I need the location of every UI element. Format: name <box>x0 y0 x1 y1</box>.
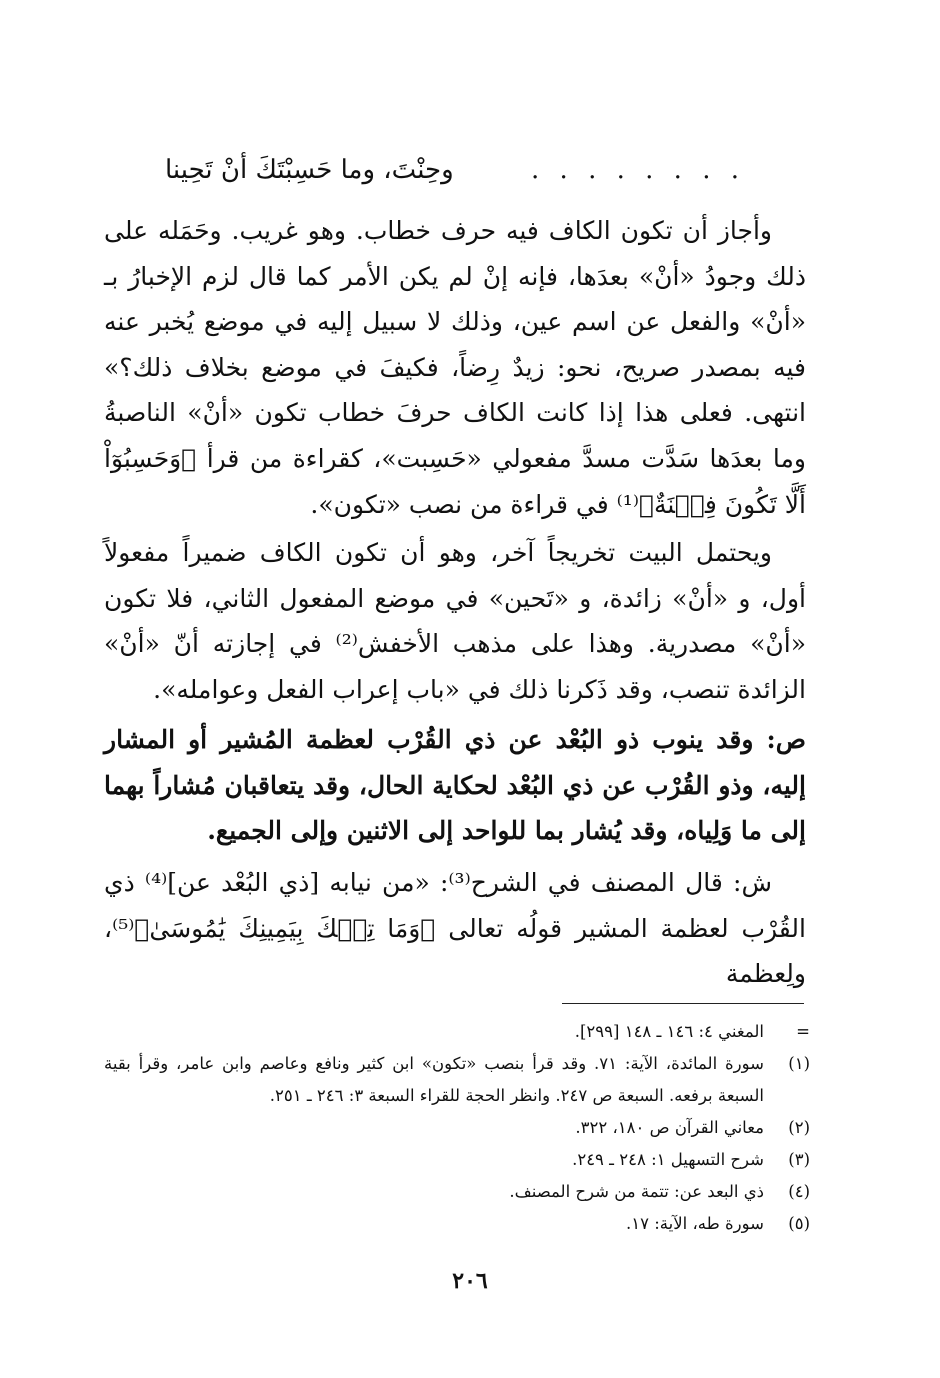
footnote-text: سورة طه، الآية: ١٧. <box>626 1214 764 1233</box>
footnote-text: ذي البعد عن: تتمة من شرح المصنف. <box>509 1182 764 1201</box>
footnote-item <box>104 1208 810 1240</box>
footnote-item <box>104 1016 810 1048</box>
verse-hemistich: وحِنْتَ، وما حَسِبْتَكَ أنْ تَحِينا <box>165 155 454 185</box>
paragraph-commentary-1: وأجاز أن تكون الكاف فيه حرف خطاب. وهو غريب. وحَمَله على ذلك وجودُ «أنْ» بعدَها، فإنه إنْ لم يكن الأمر كما قال لزم الإخبارُ بـ «أنْ» والفعل عن اسم عين، وذلك لا سبيل إليه في موضع يُخبر عنه فيه بمصدر صريح، نحو: زيدٌ رِضاً، فكيفَ في موضع بخلاف ذلك؟» انتهى. فعلى هذا إذا كانت الكاف حرفَ خطاب تكون «أنْ» الناصبةُ وما بعدَها سَدَّت مسدَّ مفعولي «حَسِبت»، كقراءة من قرأ ﴿وَحَسِبُوٓاْ أَلَّا تَكُونَ فِتۡنَةٌ﴾⁽¹⁾ في قراءة من نصب «تكون». <box>104 216 806 519</box>
footnote-number: (٤) <box>788 1182 810 1201</box>
elision-dots: . . . . . . . . <box>531 155 745 185</box>
footnotes <box>104 1016 810 1240</box>
footnote-item <box>104 1176 810 1208</box>
paragraph-commentary-2: ويحتمل البيت تخريجاً آخر، وهو أن تكون الكاف ضميراً مفعولاً أول، و «أنْ» زائدة، و «تَحين» في موضع المفعول الثاني، فلا تكون «أنْ» مصدرية. وهذا على مذهب الأخفش⁽²⁾ في إجازته أنّ «أنْ» الزائدة تنصب، وقد ذَكرنا ذلك في «باب إعراب الفعل وعوامله». <box>104 538 806 704</box>
footnote-number: = <box>796 1022 810 1041</box>
footnote-text: معاني القرآن ص ١٨٠، ٣٢٢. <box>575 1118 764 1137</box>
footnote-text: المغني ٤: ١٤٦ ـ ١٤٨ [٢٩٩]. <box>574 1022 764 1041</box>
footnote-separator <box>562 1003 804 1004</box>
verse-line <box>165 150 745 190</box>
footnote-number: (٥) <box>788 1214 810 1233</box>
paragraph-matn: ص: وقد ينوب ذو البُعْد عن ذي القُرْب لعظمة المُشير أو المشار إليه، وذو القُرْب عن ذي البُعْد لحكاية الحال، وقد يتعاقبان مُشاراً بهما إلى ما وَلِياه، وقد يُشار بما للواحد إلى الاثنين وإلى الجميع. <box>104 725 806 846</box>
paragraph-sharh: ش: قال المصنف في الشرح⁽³⁾: «من نيابه [ذي البُعْد عن]⁽⁴⁾ ذي القُرْب لعظمة المشير قولُه تعالى ﴿وَمَا تِلۡكَ بِيَمِينِكَ يَٰمُوسَىٰ﴾⁽⁵⁾، ولِعظمة <box>104 868 806 989</box>
page-number: ٢٠٦ <box>452 1268 488 1294</box>
footnote-number: (٢) <box>788 1118 810 1137</box>
footnote-item <box>104 1048 810 1112</box>
footnote-item <box>104 1144 810 1176</box>
footnote-item <box>104 1112 810 1144</box>
footnote-text: شرح التسهيل ١: ٢٤٨ ـ ٢٤٩. <box>572 1150 764 1169</box>
footnote-text: سورة المائدة، الآية: ٧١. وقد قرأ بنصب «تكون» ابن كثير ونافع وعاصم وابن عامر، وقرأ بقية السبعة برفعه. السبعة ص ٢٤٧. وانظر الحجة للقراء السبعة ٣: ٢٤٦ ـ ٢٥١. <box>104 1054 764 1105</box>
footnote-number: (٣) <box>788 1150 810 1169</box>
footnote-number: (١) <box>788 1054 810 1073</box>
